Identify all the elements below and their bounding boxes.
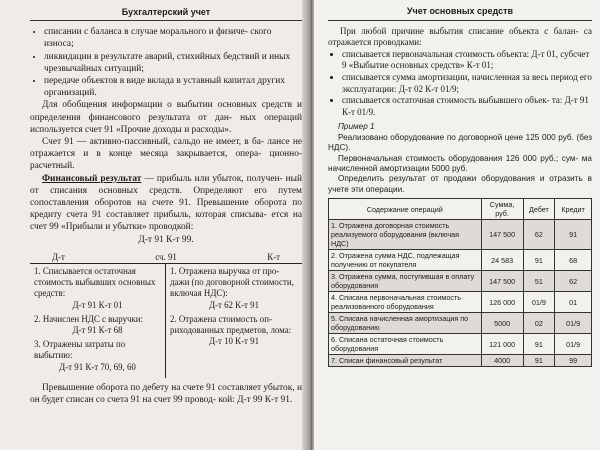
example-line: Первоначальная стоимость оборудования 126 000 руб.; сум- ма начисленной амортизации 5000 руб. <box>328 153 592 173</box>
column-header: Содержание операций <box>329 199 482 220</box>
paragraph: Для обобщения информации о выбытии основных средств и определения финансового результата от дан- ных операций используется счет 91 «Прочие доходы и расходы». <box>30 100 302 135</box>
paragraph: Счет 91 — активно-пассивный, сальдо не имеет, в ба- лансе не отражается и в конце месяца закрывается, опера- ционно-расчетный. <box>30 137 302 172</box>
debit-item <box>34 266 161 311</box>
credit-cell: 91 <box>555 220 592 250</box>
credit-cell: 99 <box>555 355 592 367</box>
debit-side <box>30 264 166 378</box>
debit-cell: 51 <box>523 271 555 292</box>
operation-description-cell: 4. Списана первоначальная стоимость реализованного оборудования <box>329 292 482 313</box>
item-posting: Д-т 62 К-т 91 <box>208 299 260 310</box>
list-item: • списывается первоначальная стоимость объекта: Д-т 01, субсчет 9 «Выбытие основных средств» К-т 01; <box>342 49 592 72</box>
list-item: • списывается сумма амортизации, начисленная за весь период его эксплуатации: Д-т 02 К-т 01/9; <box>342 72 592 95</box>
table-row <box>329 313 592 334</box>
credit-cell: 01/9 <box>555 313 592 334</box>
t-account-header <box>30 252 302 264</box>
list-item: • ликвидации в результате аварий, стихийных бедствий и иных чрезвычайных ситуаций; <box>44 51 302 75</box>
table-row <box>329 292 592 313</box>
example-title: Пример 1 <box>338 122 375 132</box>
debit-cell: 91 <box>523 334 555 355</box>
credit-cell: 01/9 <box>555 334 592 355</box>
operation-description-cell: 6. Списана остаточная стоимость оборудования <box>329 334 482 355</box>
amount-cell: 147 500 <box>481 271 523 292</box>
table-row <box>329 250 592 271</box>
item-posting: Д-т 10 К-т 91 <box>208 336 260 347</box>
debit-label: Д-т <box>52 251 65 262</box>
credit-item <box>170 314 298 348</box>
debit-item <box>34 339 161 373</box>
t-account-91 <box>30 252 302 378</box>
credit-cell: 01 <box>555 292 592 313</box>
debit-cell: 01/9 <box>523 292 555 313</box>
right-page <box>314 0 600 450</box>
table-header-row <box>329 199 592 220</box>
table-row <box>329 220 592 250</box>
bullet-list-continued <box>30 26 302 99</box>
term-financial-result: Финансовый результат <box>42 173 142 184</box>
table-row <box>329 355 592 367</box>
paragraph: Превышение оборота по дебету на счете 91 составляет убыток, и он будет списан со счета 91 на счет 99 провод- кой: Д-т 99 К-т 91. <box>30 382 302 406</box>
example-line: Определить результат от продажи оборудования и отразить в учете эти операции. <box>328 174 592 194</box>
operations-table <box>328 198 592 367</box>
paragraph-financial-result <box>30 173 302 234</box>
amount-cell: 147 500 <box>481 220 523 250</box>
credit-side <box>166 264 302 378</box>
paragraph: При любой причине выбытия списание объекта с балан- са отражается проводками: <box>328 25 592 48</box>
credit-cell: 68 <box>555 250 592 271</box>
table-row <box>329 334 592 355</box>
operation-description-cell: 1. Отражена договорная стоимость реализуемого оборудования (включая НДС) <box>329 220 482 250</box>
item-text: 2. Отражена стоимость оп- риходованных предметов, лома: <box>170 313 292 336</box>
example-line: Реализовано оборудование по договорной цене 125 000 руб. (без НДС). <box>328 132 592 153</box>
example-block <box>328 122 592 195</box>
item-posting: Д-т 91 К-т 68 <box>72 325 123 336</box>
debit-cell: 62 <box>523 220 555 250</box>
table-row <box>329 271 592 292</box>
bullet-list <box>328 49 592 119</box>
operation-description-cell: 3. Отражена сумма, поступившая в оплату оборудования <box>329 271 482 292</box>
item-posting: Д-т 91 К-т 70, 69, 60 <box>59 361 136 372</box>
item-posting: Д-т 91 К-т 01 <box>72 299 123 310</box>
debit-cell: 91 <box>523 355 555 367</box>
list-item: • передаче объектов в виде вклада в уставный капитал других организаций. <box>44 75 302 99</box>
amount-cell: 126 000 <box>481 292 523 313</box>
t-account-body <box>30 264 302 378</box>
column-header: Сумма, руб. <box>481 199 523 220</box>
account-label: сч. 91 <box>155 251 177 262</box>
posting-entry: Д-т 91 К-т 99. <box>138 234 194 245</box>
item-text: 1. Списывается остаточная стоимость выбывших основных средств: <box>34 266 156 299</box>
item-text: 3. Отражены затраты по выбытию: <box>34 339 126 361</box>
running-header-left: Бухгалтерский учет <box>30 6 302 21</box>
debit-cell: 91 <box>523 250 555 271</box>
operation-description-cell: 5. Списана начисленная амортизация по оборудованию <box>329 313 482 334</box>
credit-item <box>170 266 298 311</box>
item-text: 2. Начислен НДС с выручки: <box>34 313 144 324</box>
operation-description-cell: 7. Списан финансовый результат <box>329 355 482 367</box>
item-text: 1. Отражена выручка от про- дажи (по договорной стоимости, включая НДС): <box>170 266 294 299</box>
list-item: • списывается остаточная стоимость выбывшего объек- та: Д-т 91 К-т 01/9. <box>342 95 592 118</box>
amount-cell: 121 000 <box>481 334 523 355</box>
list-item: • списании с баланса в случае морального и физиче- ского износа; <box>44 26 302 50</box>
credit-cell: 62 <box>555 271 592 292</box>
amount-cell: 4000 <box>481 355 523 367</box>
credit-label: К-т <box>267 251 280 262</box>
operation-description-cell: 2. Отражена сумма НДС, подлежащая получению от покупателя <box>329 250 482 271</box>
debit-cell: 02 <box>523 313 555 334</box>
column-header: Кредит <box>555 199 592 220</box>
debit-item <box>34 314 161 336</box>
amount-cell: 24 583 <box>481 250 523 271</box>
amount-cell: 5000 <box>481 313 523 334</box>
running-header-right: Учет основных средств <box>328 6 592 21</box>
term-definition: — прибыль или убыток, получен- ный от списания основных средств. Определяют его путем сопоставления оборотов на счете 91. Превышение оборота по кредиту счета 91 составляет прибыль, которая списыва- ется на счет 99 «Прибыли и убытки» проводкой: <box>30 173 302 233</box>
column-header: Дебет <box>523 199 555 220</box>
